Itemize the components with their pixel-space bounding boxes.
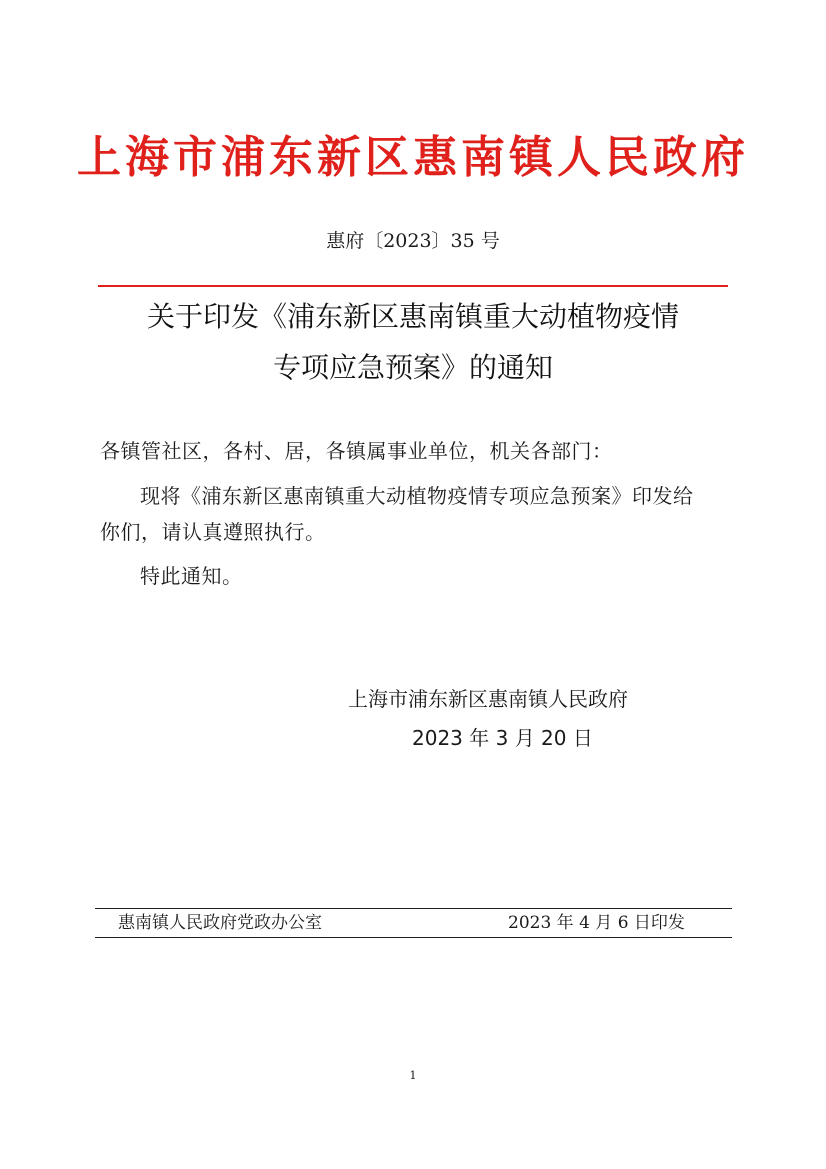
red-separator-rule: [98, 285, 728, 287]
closing-line: 特此通知。: [140, 564, 243, 588]
body-paragraph-line-2: 你们，请认真遵照执行。: [100, 520, 326, 544]
notice-title-line-2: 专项应急预案》的通知: [272, 351, 553, 384]
footer-print-date: 2023 年 4 月 6 日印发: [508, 913, 685, 933]
signer-name: 上海市浦东新区惠南镇人民政府: [348, 687, 628, 711]
addressee-line: 各镇管社区，各村、居，各镇属事业单位，机关各部门：: [100, 439, 613, 463]
body-paragraph-line-1: 现将《浦东新区惠南镇重大动植物疫情专项应急预案》印发给: [140, 484, 694, 508]
document-number: 惠府〔2023〕35 号: [326, 230, 500, 252]
notice-title-line-1: 关于印发《浦东新区惠南镇重大动植物疫情: [146, 300, 679, 333]
footer-issuing-office: 惠南镇人民政府党政办公室: [118, 913, 322, 933]
issuer-title: 上海市浦东新区惠南镇人民政府: [77, 132, 749, 183]
footer-bottom-rule: [95, 937, 732, 938]
page-number: 1: [409, 1069, 417, 1082]
signature-date: 2023 年 3 月 20 日: [412, 726, 593, 750]
footer-top-rule: [95, 908, 732, 909]
